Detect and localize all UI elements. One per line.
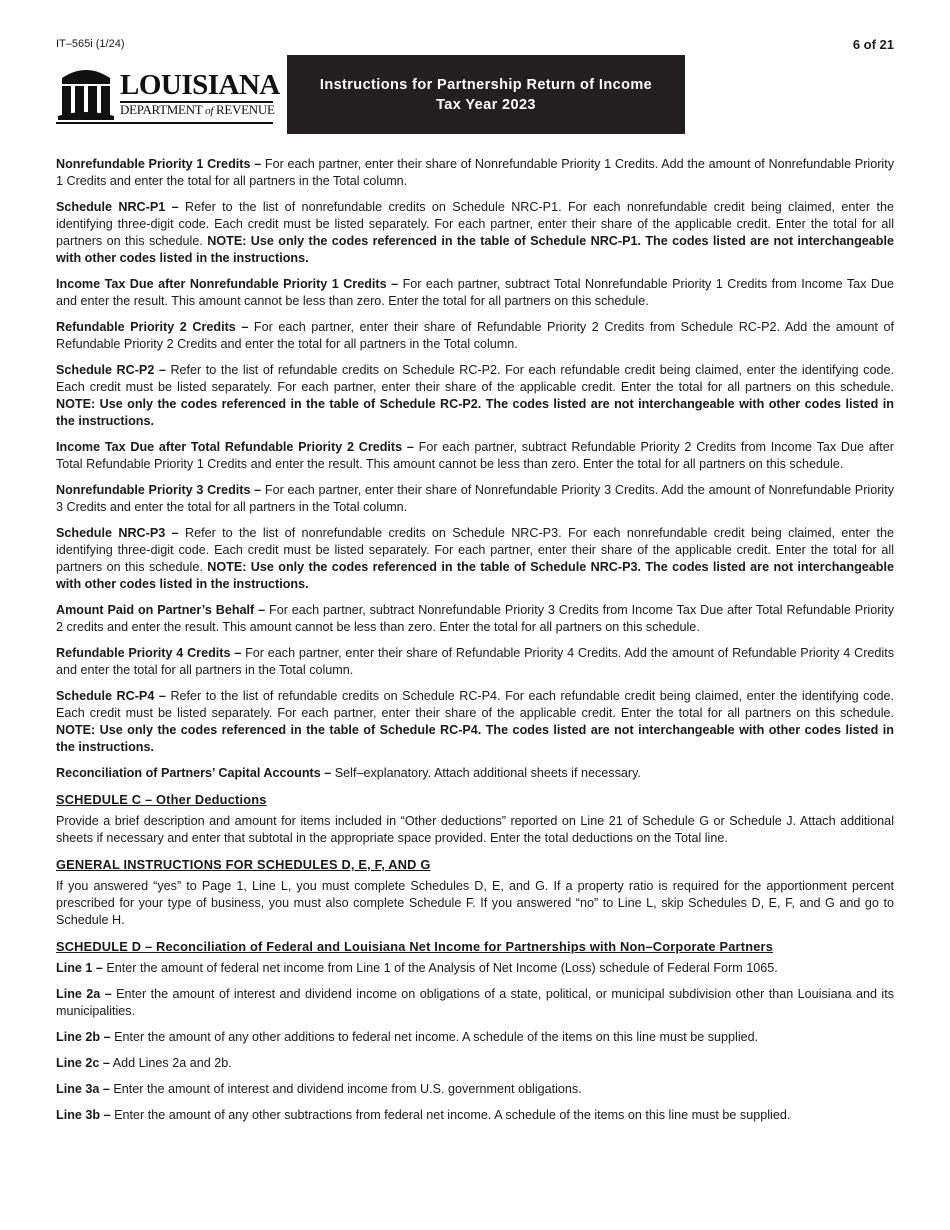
louisiana-dor-logo — [56, 55, 287, 134]
page-header — [56, 55, 685, 134]
para-amount-paid: Amount Paid on Partner’s Behalf – For each partner, subtract Nonrefundable Priority 3 Credits from Income Tax Due after Total Refundable Priority 2 credits and enter the result. This amount cannot be less than zero. Enter the total for all partners on this schedule. — [56, 603, 894, 634]
title-banner — [287, 55, 685, 134]
para-schedule-nrc-p1: Schedule NRC-P1 – Refer to the list of nonrefundable credits on Schedule NRC-P1. For each nonrefundable credit being claimed, enter the identifying three-digit code. Each credit must be listed separately. For each partner, enter their share of the applicable credit. Enter the total for all partners on this schedule. NOTE: Use only the codes referenced in the table of Schedule NRC-P1. The codes listed are not interchangeable with other codes listed in the instructions. — [56, 200, 895, 265]
para-refundable-p4: Refundable Priority 4 Credits – For each partner, enter their share of Refundable Priority 4 Credits. Add the amount of Refundable Priority 4 Credits and enter the total for all partners in the Total column. — [56, 646, 894, 677]
tax-year: Tax Year 2023 — [436, 96, 536, 113]
line-2c: Line 2c – Add Lines 2a and 2b. — [56, 1056, 232, 1070]
general-instructions-text: If you answered “yes” to Page 1, Line L, you must complete Schedules D, E, and G. If a property ratio is required for the apportionment percent prescribed for your type of business, you must also complete Schedule F. If you answered “no” to Line L, skip Schedules D, E, F, and G and go to Schedule H. — [56, 879, 894, 927]
line-2a: Line 2a – Enter the amount of interest and dividend income on obligations of a state, political, or municipal subdivision other than Louisiana and its municipalities. — [56, 987, 894, 1018]
line-3b: Line 3b – Enter the amount of any other subtractions from federal net income. A schedule of the items on this line must be supplied. — [56, 1108, 791, 1122]
para-nonrefundable-p1: Nonrefundable Priority 1 Credits – For each partner, enter their share of Nonrefundable Priority 1 Credits. Add the amount of Nonrefundable Priority 1 Credits and enter the total for all partners in the Total column. — [56, 157, 894, 188]
para-tax-due-after-p1: Income Tax Due after Nonrefundable Priority 1 Credits – For each partner, subtract Total Nonrefundable Priority 1 Credits from Income Tax Due and enter the result. This amount cannot be less than zero. Enter the total for all partners on this schedule. — [56, 277, 894, 308]
para-capital-accounts: Reconciliation of Partners’ Capital Accounts – Self–explanatory. Attach additional sheets if necessary. — [56, 766, 641, 780]
para-nonrefundable-p3: Nonrefundable Priority 3 Credits – For each partner, enter their share of Nonrefundable Priority 3 Credits. Add the amount of Nonrefundable Priority 3 Credits and enter the total for all partners in the Total column. — [56, 483, 894, 514]
doc-title: Instructions for Partnership Return of Income — [319, 76, 653, 93]
para-refundable-p2: Refundable Priority 2 Credits – For each partner, enter their share of Refundable Priority 2 Credits from Schedule RC-P2. Add the amount of Refundable Priority 2 Credits and enter the total for all partners in the Total column. — [56, 320, 895, 351]
logo-department: DEPARTMENT of REVENUE — [120, 102, 275, 117]
schedule-d-heading: SCHEDULE D – Reconciliation of Federal and Louisiana Net Income for Partnerships with Non–Corporate Partners — [56, 939, 774, 954]
line-1: Line 1 – Enter the amount of federal net income from Line 1 of the Analysis of Net Income (Loss) schedule of Federal Form 1065. — [56, 961, 778, 975]
logo-wordmark: LOUISIANA — [120, 69, 280, 101]
line-2b: Line 2b – Enter the amount of any other additions to federal net income. A schedule of the items on this line must be supplied. — [56, 1030, 759, 1044]
schedule-c-heading: SCHEDULE C – Other Deductions — [56, 792, 267, 807]
logo-underline — [56, 122, 273, 124]
para-schedule-rc-p4: Schedule RC-P4 – Refer to the list of refundable credits on Schedule RC-P4. For each refundable credit being claimed, enter the identifying code. Each credit must be listed separately. For each partner, enter their share of the applicable credit. Enter the total for all partners on this schedule. NOTE: Use only the codes referenced in the table of Schedule RC-P4. The codes listed are not interchangeable with other codes listed in the instructions. — [56, 689, 894, 754]
page-number: 6 of 21 — [852, 37, 894, 52]
line-3a: Line 3a – Enter the amount of interest and dividend income from U.S. government obligations. — [56, 1082, 582, 1096]
instructions-body — [56, 156, 894, 1133]
form-id: IT–565i (1/24) — [56, 38, 125, 50]
para-schedule-rc-p2: Schedule RC-P2 – Refer to the list of refundable credits on Schedule RC-P2. For each refundable credit being claimed, enter the identifying code. Each credit must be listed separately. For each partner, enter their share of the applicable credit. Enter the total for all partners on this schedule. NOTE: Use only the codes referenced in the table of Schedule RC-P2. The codes listed are not interchangeable with other codes listed in the instructions. — [56, 363, 894, 428]
capitol-building-icon — [56, 64, 116, 126]
para-tax-due-after-p2: Income Tax Due after Total Refundable Priority 2 Credits – For each partner, subtract Refundable Priority 2 Credits from Income Tax Due after Total Refundable Priority 1 Credits and enter the result. This amount cannot be less than zero. Enter the total for all partners on this schedule. — [56, 440, 894, 471]
general-instructions-heading: GENERAL INSTRUCTIONS FOR SCHEDULES D, E, F, AND G — [56, 857, 431, 872]
para-schedule-nrc-p3: Schedule NRC-P3 – Refer to the list of nonrefundable credits on Schedule NRC-P3. For each nonrefundable credit being claimed, enter the identifying three-digit code. Each credit must be listed separately. For each partner, enter their share of the applicable credit. Enter the total for all partners on this schedule. NOTE: Use only the codes referenced in the table of Schedule NRC-P3. The codes listed are not interchangeable with other codes listed in the instructions. — [56, 526, 895, 591]
schedule-c-text: Provide a brief description and amount for items included in “Other deductions” reported on Line 21 of Schedule G or Schedule J. Attach additional sheets if necessary and enter that subtotal in the appropriate space provided. Enter the total deductions on the Total line. — [56, 814, 894, 845]
